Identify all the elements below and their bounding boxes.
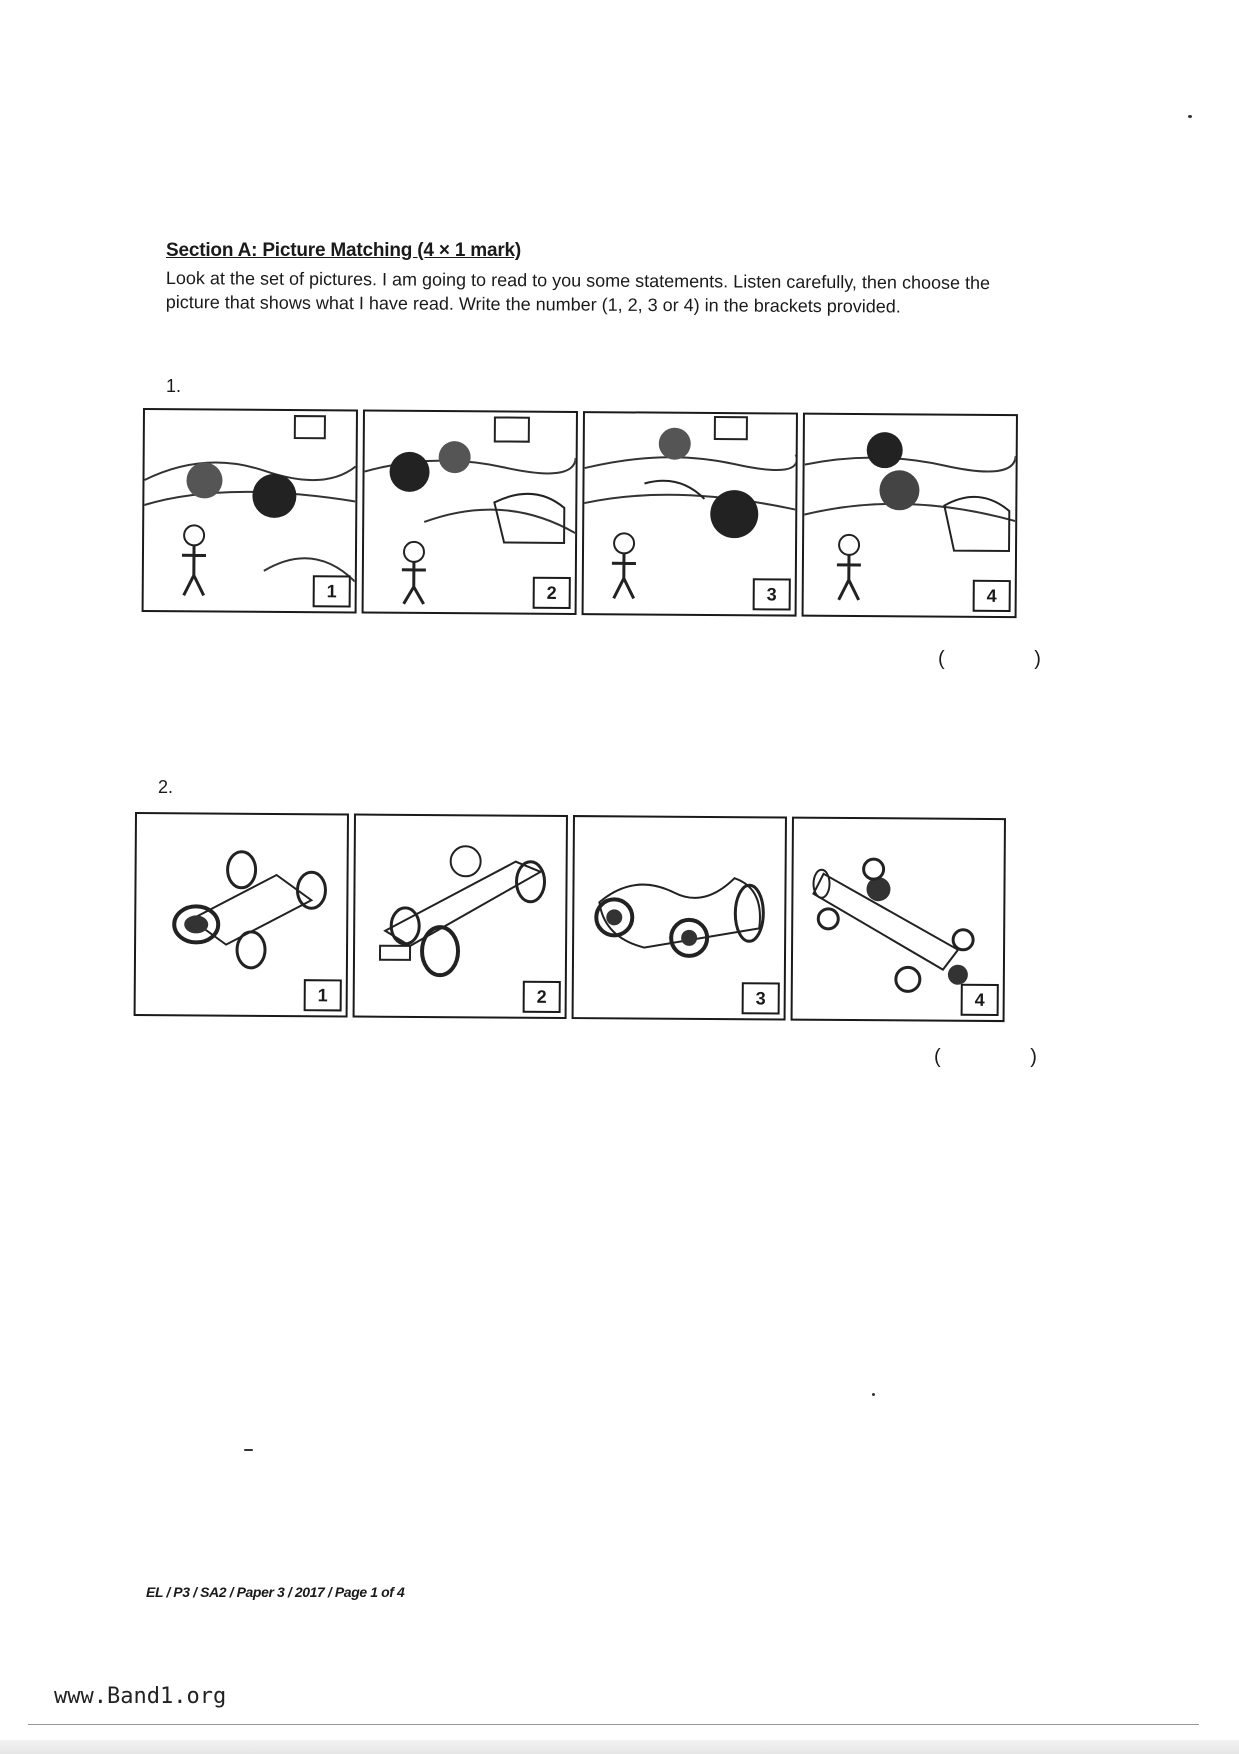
- option-number: 3: [753, 578, 791, 610]
- option-number: 1: [313, 575, 351, 607]
- option-number: 1: [304, 979, 342, 1011]
- question-2-pictures: [134, 812, 1011, 1022]
- q2-picture-2: [353, 814, 568, 1019]
- watermark: www.Band1.org: [54, 1684, 227, 1709]
- q1-picture-2: [362, 410, 578, 615]
- q2-picture-3: [572, 815, 787, 1020]
- option-number: 2: [523, 981, 561, 1013]
- q1-picture-3: [582, 411, 798, 616]
- option-number: 4: [973, 580, 1011, 612]
- question-2-answer-brackets[interactable]: ( ): [934, 1046, 1079, 1068]
- scan-speck: [872, 1393, 875, 1396]
- question-1-number: 1.: [166, 376, 182, 396]
- instructions: Look at the set of pictures. I am going to read to you some statements. Listen carefully, then choose the picture that shows what I have read. Write the number (1, 2, 3 or 4) in the brackets provided.: [165, 267, 991, 317]
- section-title: Section A: Picture Matching (4 × 1 mark): [166, 240, 522, 261]
- scan-speck: [244, 1449, 253, 1451]
- question-1-answer-brackets[interactable]: ( ): [938, 648, 1083, 670]
- question-1-pictures: [142, 408, 1023, 618]
- q2-picture-1: [134, 812, 349, 1017]
- question-2-number: 2.: [158, 777, 174, 797]
- q1-picture-1: [142, 408, 358, 613]
- option-number: 4: [961, 984, 999, 1016]
- q1-picture-4: [802, 413, 1018, 618]
- option-number: 2: [533, 577, 571, 609]
- scan-edge-shade: [0, 1740, 1239, 1754]
- page-footer: EL / P3 / SA2 / Paper 3 / 2017 / Page 1 of 4: [146, 1584, 405, 1600]
- scan-edge-line: [28, 1724, 1199, 1725]
- scan-speck: [1188, 115, 1192, 118]
- q2-picture-4: [791, 817, 1006, 1022]
- option-number: 3: [742, 982, 780, 1014]
